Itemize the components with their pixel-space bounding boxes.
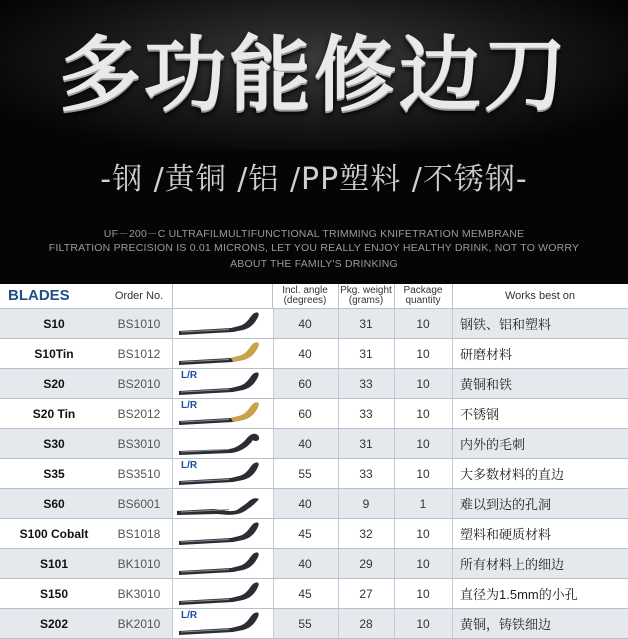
order-number: BS3010: [117, 436, 161, 451]
caption-line-3: ABOUT THE FAMILY'S DRINKING: [230, 258, 398, 270]
column-divider: [452, 489, 453, 518]
blade-hook-tin-icon: [173, 339, 273, 368]
incl-angle: 45: [298, 586, 312, 601]
column-divider: [394, 489, 395, 518]
works-best-on: 直径为1.5mm的小孔: [460, 587, 578, 602]
pkg-weight: 27: [359, 586, 373, 601]
table-row: [0, 519, 628, 549]
header-angle-line2: (degrees): [283, 295, 327, 306]
blade-name: S202: [39, 616, 69, 631]
column-divider: [338, 339, 339, 368]
column-divider: [452, 429, 453, 458]
column-divider: [394, 369, 395, 398]
pkg-weight: 33: [359, 466, 373, 481]
incl-angle: 40: [298, 316, 312, 331]
blades-table: [0, 284, 628, 639]
blade-image-cell: [172, 519, 274, 548]
incl-angle: 60: [298, 376, 312, 391]
column-divider: [338, 429, 339, 458]
header-works: Works best on: [504, 290, 576, 302]
header-qty-line1: Package: [403, 285, 443, 296]
column-divider: [394, 429, 395, 458]
column-divider: [338, 519, 339, 548]
package-quantity: 10: [416, 406, 430, 421]
header-qty: [394, 284, 452, 308]
order-number: BK3010: [117, 586, 161, 601]
table-row: [0, 609, 628, 639]
works-best-on: 研磨材料: [460, 347, 513, 362]
column-divider: [394, 609, 395, 638]
column-divider: [452, 579, 453, 608]
table-row: [0, 459, 628, 489]
incl-angle: 55: [298, 466, 312, 481]
incl-angle: 40: [298, 436, 312, 451]
pkg-weight: 31: [359, 316, 373, 331]
column-divider: [452, 549, 453, 578]
blade-hook-icon: [173, 309, 273, 338]
blade-name: S20: [43, 376, 65, 391]
works-best-on: 黄铜，铸铁细边: [460, 617, 552, 632]
blade-name: S60: [43, 496, 65, 511]
blade-name: S35: [43, 466, 65, 481]
package-quantity: 10: [416, 346, 430, 361]
blade-image-cell: [172, 309, 274, 338]
blade-curve-icon: [173, 429, 273, 458]
blade-image-cell: [172, 369, 274, 398]
blade-name: S30: [43, 436, 65, 451]
column-divider: [338, 369, 339, 398]
column-divider: [452, 339, 453, 368]
works-best-on: 钢铁、铝和塑料: [460, 317, 552, 332]
order-number: BK2010: [117, 616, 161, 631]
table-row: [0, 549, 628, 579]
blade-hook-icon: [173, 549, 273, 578]
column-divider: [338, 309, 339, 338]
package-quantity: 10: [416, 376, 430, 391]
works-best-on: 大多数材料的直边: [460, 467, 565, 482]
caption-line-1: UF－200－C ULTRAFILMULTIFUNCTIONAL TRIMMING KNIFETRATION MEMBRANE: [103, 228, 525, 240]
column-divider: [452, 399, 453, 428]
package-quantity: 10: [416, 526, 430, 541]
column-divider: [394, 309, 395, 338]
package-quantity: 10: [416, 586, 430, 601]
package-quantity: 10: [416, 556, 430, 571]
works-best-on: 难以到达的孔洞: [460, 497, 552, 512]
column-divider: [452, 309, 453, 338]
pkg-weight: 32: [359, 526, 373, 541]
package-quantity: 10: [416, 316, 430, 331]
blade-image-cell: [172, 339, 274, 368]
column-divider: [338, 489, 339, 518]
lr-label: L/R: [181, 370, 198, 381]
table-row: [0, 309, 628, 339]
works-best-on: 黄铜和铁: [460, 377, 513, 392]
table-row: [0, 369, 628, 399]
package-quantity: 10: [416, 466, 430, 481]
header-order: Order No.: [114, 290, 164, 302]
table-row: [0, 339, 628, 369]
table-row: [0, 429, 628, 459]
lr-label: L/R: [181, 610, 198, 621]
pkg-weight: 33: [359, 376, 373, 391]
works-best-on: 不锈钢: [460, 407, 500, 422]
table-body: [0, 309, 628, 639]
header-angle: [272, 284, 338, 308]
column-divider: [452, 519, 453, 548]
order-number: BS1010: [117, 316, 161, 331]
order-number: BS1018: [117, 526, 161, 541]
column-divider: [338, 549, 339, 578]
caption-line-2: FILTRATION PRECISION IS 0.01 MICRONS, LET YOU REALLY ENJOY HEALTHY DRINK, NOT TO WORRY: [48, 242, 580, 254]
works-best-on: 所有材料上的细边: [460, 557, 565, 572]
column-divider: [394, 549, 395, 578]
package-quantity: 1: [419, 496, 427, 511]
column-divider: [338, 609, 339, 638]
header-qty-line2: quantity: [405, 295, 441, 306]
blade-image-cell: [172, 579, 274, 608]
column-divider: [338, 579, 339, 608]
blade-name: S100 Cobalt: [19, 526, 89, 541]
column-divider: [338, 459, 339, 488]
works-best-on: 塑料和硬质材料: [460, 527, 552, 542]
column-divider: [452, 369, 453, 398]
order-number: BS2012: [117, 406, 161, 421]
pkg-weight: 29: [359, 556, 373, 571]
blade-image-cell: [172, 609, 274, 638]
hero-banner: [0, 0, 628, 284]
pkg-weight: 31: [359, 346, 373, 361]
blade-name: S20 Tin: [32, 406, 76, 421]
blade-image-cell: [172, 459, 274, 488]
blade-name: S10Tin: [34, 346, 74, 361]
column-divider: [394, 459, 395, 488]
pkg-weight: 31: [359, 436, 373, 451]
works-best-on: 内外的毛刺: [460, 437, 526, 452]
blade-hook-icon: [173, 519, 273, 548]
header-divider: [172, 284, 173, 308]
incl-angle: 40: [298, 556, 312, 571]
package-quantity: 10: [416, 436, 430, 451]
order-number: BS1012: [117, 346, 161, 361]
pkg-weight: 33: [359, 406, 373, 421]
header-weight: [338, 284, 394, 308]
incl-angle: 60: [298, 406, 312, 421]
column-divider: [452, 459, 453, 488]
header-angle-line1: Incl. angle: [282, 285, 328, 296]
column-divider: [394, 399, 395, 428]
order-number: BK1010: [117, 556, 161, 571]
column-divider: [394, 519, 395, 548]
order-number: BS3510: [117, 466, 161, 481]
order-number: BS6001: [117, 496, 161, 511]
blade-image-cell: [172, 549, 274, 578]
column-divider: [338, 399, 339, 428]
incl-angle: 40: [298, 496, 312, 511]
table-row: [0, 489, 628, 519]
incl-angle: 40: [298, 346, 312, 361]
blade-name: S150: [39, 586, 69, 601]
blade-image-cell: [172, 429, 274, 458]
table-row: [0, 579, 628, 609]
table-header: [0, 284, 628, 309]
table-row: [0, 399, 628, 429]
column-divider: [452, 609, 453, 638]
pkg-weight: 9: [362, 496, 370, 511]
lr-label: L/R: [181, 460, 198, 471]
column-divider: [394, 339, 395, 368]
blade-long-icon: [173, 489, 273, 518]
lr-label: L/R: [181, 400, 198, 411]
order-number: BS2010: [117, 376, 161, 391]
blade-image-cell: [172, 399, 274, 428]
pkg-weight: 28: [359, 616, 373, 631]
blade-name: S10: [43, 316, 65, 331]
header-weight-line2: (grams): [348, 295, 384, 306]
hero-title: 多功能修边刀: [58, 28, 569, 123]
materials-line: -钢 /黄铜 /铝 /PP塑料 /不锈钢-: [100, 162, 528, 197]
incl-angle: 55: [298, 616, 312, 631]
blade-hook-icon: [173, 579, 273, 608]
blade-name: S101: [39, 556, 69, 571]
blade-image-cell: [172, 489, 274, 518]
header-blades: BLADES: [8, 287, 70, 304]
header-weight-line1: Pkg. weight: [340, 285, 392, 296]
column-divider: [394, 579, 395, 608]
package-quantity: 10: [416, 616, 430, 631]
incl-angle: 45: [298, 526, 312, 541]
